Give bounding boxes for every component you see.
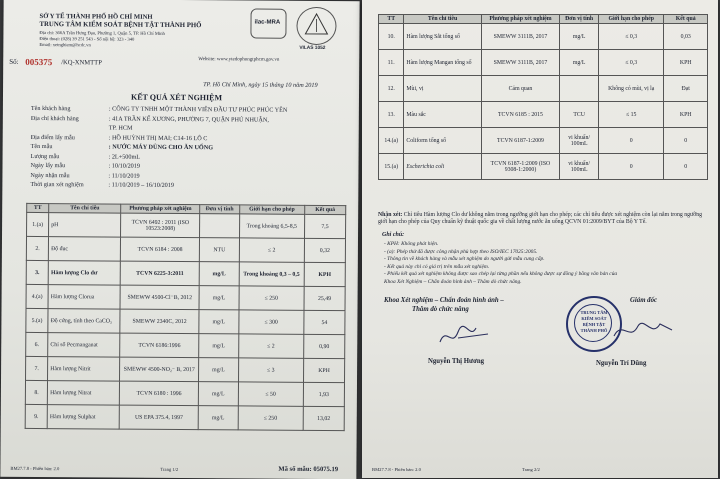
official-stamp: TRUNG TÂM KIỂM SOÁT BỆNH TẬT THÀNH PHỐ — [566, 296, 622, 352]
cell-result: KPH — [304, 263, 345, 287]
org-contact2: Email: xetnghiem@hcdc.vn — [39, 42, 90, 47]
cell-limit: ≤ 50 — [238, 382, 304, 406]
table-row — [25, 381, 344, 407]
cell-limit: Không có mùi, vị lạ — [599, 76, 664, 102]
cell-limit: ≤ 250 — [238, 406, 304, 430]
cell-result: 1,93 — [303, 383, 344, 407]
info-value: : CÔNG TY TNHH MỘT THÀNH VIÊN ĐẦU TƯ PHÚC PHÚC YÊN — [109, 106, 288, 114]
table-row — [379, 50, 708, 76]
cell-method: TCVN 6186:1996 — [120, 333, 199, 358]
note-item: - KPH: Không phát hiện. — [384, 241, 438, 248]
doc-number-suffix: /KQ-XNMTTP — [61, 59, 102, 66]
cell-name: Mùi, vị — [404, 76, 481, 102]
info-value: : NƯỚC MÁY DÙNG CHO ĂN UỐNG — [109, 143, 213, 151]
cell-limit: ≤ 250 — [239, 286, 305, 310]
lab-head-name: Nguyễn Thị Hương — [428, 358, 484, 365]
doc-number-value: 005375 — [25, 57, 52, 67]
report-title: KẾT QUẢ XÉT NGHIỆM — [131, 93, 222, 103]
cell-tt: 4.(a) — [26, 285, 48, 309]
info-label: Ngày nhận mẫu — [30, 171, 69, 178]
signature-lab-head — [436, 320, 496, 350]
column-header: Đơn vị tính — [200, 205, 239, 215]
report-page-2 — [362, 0, 718, 478]
cell-result: KPH — [303, 359, 344, 383]
cell-name: Hàm lượng Clorua — [48, 285, 120, 310]
column-header: Giới hạn cho phép — [239, 205, 304, 215]
info-value: : HỒ HUỲNH THỊ MAI; C14-16 LÔ C — [109, 134, 208, 142]
cell-result: 54 — [304, 311, 345, 335]
info-label: Lượng mẫu — [31, 152, 60, 159]
cell-unit: mg/L — [199, 262, 238, 286]
results-table-2 — [378, 14, 708, 180]
cell-tt: 13. — [379, 102, 404, 128]
cell-name: Coliform tổng số — [404, 128, 481, 154]
report-page-1 — [0, 0, 359, 479]
info-label: Địa chỉ khách hàng — [31, 114, 79, 121]
cell-unit: NTU — [200, 238, 239, 262]
table-header-row — [379, 15, 708, 24]
doc-number-label: Số: — [9, 59, 18, 66]
results-table-1 — [25, 203, 347, 432]
cell-tt: 12. — [379, 76, 404, 102]
info-label: Tên khách hàng — [31, 105, 71, 112]
cell-tt: 1.(a) — [27, 213, 49, 237]
column-header: TT — [27, 203, 49, 213]
table-row — [379, 154, 708, 180]
cell-name: Độ cứng, tính theo CaCO₃ — [48, 309, 120, 334]
cell-method: TCVN 6187-1:2009 — [481, 128, 560, 154]
cell-unit: mg/L — [560, 24, 599, 50]
cell-limit: ≤ 0,3 — [599, 24, 664, 50]
note-item: - (a): Phép thử đã được công nhận phù hợp theo ISO/IEC 17025:2005. — [384, 249, 537, 256]
cell-limit: 0 — [599, 128, 664, 154]
footer-page: Trang 2/2 — [522, 466, 540, 473]
cell-tt: 15.(a) — [379, 154, 404, 180]
director-title: Giám đốc — [630, 297, 657, 304]
info-value: : 2L+500mL — [109, 153, 141, 160]
ilac-logo: ilac-MRA — [250, 8, 286, 38]
remark-text: Chỉ tiêu Hàm lượng Clo dư không nằm trong ngưỡng giới hạn cho phép; các chỉ tiêu được xét nghiệm còn lại nằm trong ngưỡng giới hạn cho phép của Quy chuẩn kỹ thuật quốc gia về chất lượng nước ăn uống QCVN 01:2009/BYT của Bộ Y Tế. — [378, 212, 702, 225]
column-header: Phương pháp xét nghiệm — [121, 204, 200, 214]
org-contact1: Điện thoại: (028) 39 251 543 - Số nội bộ: 323 - 340 — [39, 36, 134, 42]
org-line1: SỞ Y TẾ THÀNH PHỐ HỒ CHÍ MINH — [40, 13, 153, 21]
cell-limit: 0 — [599, 154, 664, 180]
remark — [378, 212, 708, 226]
cell-method: SMEWW 2340C, 2012 — [120, 309, 199, 334]
cell-unit: vi khuẩn/ 100mL — [560, 128, 599, 154]
cell-method: TCVN 6185 : 2015 — [481, 102, 560, 128]
remark-label: Nhận xét: — [378, 212, 402, 218]
column-header: Kết quả — [305, 205, 346, 215]
cell-unit: vi khuẩn/ 100mL — [560, 154, 599, 180]
cell-result: 0,03 — [664, 24, 708, 50]
cell-method: SMEWW 3111B, 2017 — [481, 24, 560, 50]
cell-unit — [560, 76, 599, 102]
column-header: Tên chỉ tiêu — [49, 204, 121, 214]
cell-method: SMEWW 4500-Cl⁻B, 2012 — [120, 285, 199, 310]
vilas-logo — [296, 7, 336, 45]
cell-name: Escherichia coli — [404, 154, 481, 180]
column-header: TT — [379, 15, 404, 24]
cell-result: 0,90 — [304, 335, 345, 359]
info-value: : 41A TRẦN KẾ XƯƠNG, PHƯỜNG 7, QUẬN PHÚ NHUẬN, — [109, 115, 269, 123]
cell-method: US EPA 375.4, 1997 — [119, 405, 198, 430]
note-item: Khoa Xét Nghiệm – Chẩn đoán hình ảnh – Thăm dò chức năng. — [384, 279, 522, 286]
signature-director — [608, 312, 678, 348]
notes-title: Ghi chú: — [382, 232, 404, 239]
cell-unit: mg/L — [199, 310, 238, 334]
column-header: Tên chỉ tiêu — [404, 15, 481, 24]
cell-tt: 8. — [25, 381, 47, 405]
cell-unit: mg/L — [199, 358, 238, 382]
cell-tt: 2. — [26, 237, 48, 261]
column-header: Giới hạn cho phép — [599, 15, 664, 24]
cell-result: KPH — [664, 50, 708, 76]
cell-unit: TCU — [560, 102, 599, 128]
table-row — [25, 405, 344, 431]
info-value: : 10/10/2019 — [108, 162, 140, 169]
cell-tt: 11. — [379, 50, 404, 76]
cell-limit: ≤ 2 — [238, 334, 304, 358]
lab-head-title2: Thăm dò chức năng — [412, 306, 469, 313]
info-label: Địa điểm lấy mẫu — [31, 133, 75, 140]
cell-name: Chỉ số Pecmanganat — [48, 333, 120, 358]
info-value: : 11/10/2019 — [108, 172, 139, 179]
table-row — [379, 76, 708, 102]
cell-unit — [200, 214, 239, 238]
vilas-triangle-icon — [297, 8, 335, 44]
cell-name: Hàm lượng Nitrat — [48, 381, 120, 406]
cell-tt: 9. — [25, 405, 47, 429]
cell-limit: ≤ 3 — [238, 358, 304, 382]
note-item: - Kết quả này chỉ có giá trị trên mẫu xét nghiệm. — [384, 264, 489, 271]
cell-tt: 14.(a) — [379, 128, 404, 154]
info-value: : 11/10/2019 – 16/10/2019 — [108, 181, 174, 188]
table-row — [379, 24, 708, 50]
table-row — [26, 357, 345, 383]
cell-unit: mg/L — [199, 334, 238, 358]
cell-method: TCVN 6184 : 2008 — [120, 237, 199, 262]
table-row — [379, 102, 708, 128]
info-label: Tên mẫu — [31, 143, 53, 150]
cell-result: 0 — [664, 154, 708, 180]
cell-name: Độ đục — [49, 237, 121, 262]
cell-name: Màu sắc — [404, 102, 481, 128]
vilas-code: VILAS 1052 — [299, 45, 325, 52]
cell-unit: mg/L — [198, 406, 237, 430]
cell-method: TCVN 6225-3:2011 — [120, 261, 199, 286]
cell-limit: ≤ 300 — [238, 310, 304, 334]
cell-method: TCVN 6187-1:2009 (ISO 9308-1:2000) — [481, 154, 560, 180]
org-line2: TRUNG TÂM KIỂM SOÁT BỆNH TẬT THÀNH PHỐ — [39, 21, 201, 29]
cell-result: 7,5 — [304, 215, 345, 239]
cell-tt: 5.(a) — [26, 309, 48, 333]
footer-form-code: BM27.7.8 - Phiên bản: 2.0 — [372, 466, 421, 473]
director-name: Nguyễn Trí Dũng — [596, 360, 646, 367]
info-label: Thời gian xét nghiệm — [30, 181, 83, 188]
note-item: - Thông tin về khách hàng và mẫu xét nghiệm do người gửi mẫu cung cấp. — [384, 256, 545, 263]
table-row — [26, 309, 345, 335]
customer-info — [4, 0, 360, 1]
cell-result: 25,49 — [304, 287, 345, 311]
footer-sample-code: Mã số mẫu: 05075.19 — [278, 466, 338, 473]
info-label: Ngày lấy mẫu — [30, 162, 65, 169]
cell-limit: ≤ 0,3 — [599, 50, 664, 76]
cell-method: TCVN 6492 : 2011 (ISO 10523:2008) — [121, 213, 200, 238]
footer-form-code: BM27.7.8 - Phiên bản: 2.0 — [10, 465, 59, 472]
table-row — [379, 128, 708, 154]
org-address: Địa chỉ: 366A Trần Hưng Đạo, Phường 1, Quận 5, TP. Hồ Chí Minh — [39, 30, 164, 36]
table-row — [26, 261, 345, 287]
cell-unit: mg/L — [199, 382, 238, 406]
date-line: TP. Hồ Chí Minh, ngày 15 tháng 10 năm 2019 — [203, 81, 318, 89]
cell-limit: ≤ 2 — [239, 238, 305, 262]
cell-result: 0 — [664, 128, 708, 154]
cell-limit: ≤ 15 — [599, 102, 664, 128]
cell-name: Hàm lượng Sắt tổng số — [404, 24, 481, 50]
table-row — [27, 213, 346, 239]
cell-result: 13,02 — [303, 407, 344, 431]
cell-result: Đạt — [664, 76, 708, 102]
cell-name: pH — [49, 213, 121, 238]
cell-unit: mg/L — [199, 286, 238, 310]
footer-page: Trang 1/2 — [160, 466, 178, 473]
cell-method: SMEWW 3111B, 2017 — [481, 50, 560, 76]
column-header: Kết quả — [664, 15, 708, 24]
cell-limit: Trong khoảng 6,5-8,5 — [239, 214, 305, 238]
table-row — [26, 333, 345, 359]
cell-name: Hàm lượng Nitrit — [48, 357, 120, 382]
cell-name: Hàm lượng Sulphat — [47, 405, 119, 430]
cell-tt: 7. — [26, 357, 48, 381]
cell-result: KPH — [664, 102, 708, 128]
cell-limit: Trong khoảng 0,3 – 0,5 — [239, 262, 305, 286]
cell-method: SMEWW 4500-NO₂⁻ B, 2017 — [120, 357, 199, 382]
org-website: Website: www.ytedophongtphcm.gov.vn — [198, 56, 279, 64]
cell-tt: 3. — [26, 261, 48, 285]
cell-name: Hàm lượng Clo dư — [48, 261, 120, 286]
cell-unit: mg/L — [560, 50, 599, 76]
cell-result: 0,32 — [304, 239, 345, 263]
cell-name: Hàm lượng Mangan tổng số — [404, 50, 481, 76]
lab-head-title1: Khoa Xét nghiệm – Chẩn đoán hình ảnh – — [384, 297, 504, 304]
cell-tt: 10. — [379, 24, 404, 50]
cell-method: Cảm quan — [481, 76, 560, 102]
table-row — [26, 237, 345, 263]
column-header: Đơn vị tính — [560, 15, 599, 24]
table-row — [26, 285, 345, 311]
note-item: - Phiếu kết quả xét nghiệm không được sao chép lại từng phần nếu không được sự đồng ý bằng văn bản của — [384, 271, 617, 278]
cell-method: TCVN 6180 : 1996 — [119, 381, 198, 406]
cell-tt: 6. — [26, 333, 48, 357]
info-value: TP. HCM — [109, 125, 133, 132]
column-header: Phương pháp xét nghiệm — [481, 15, 560, 24]
